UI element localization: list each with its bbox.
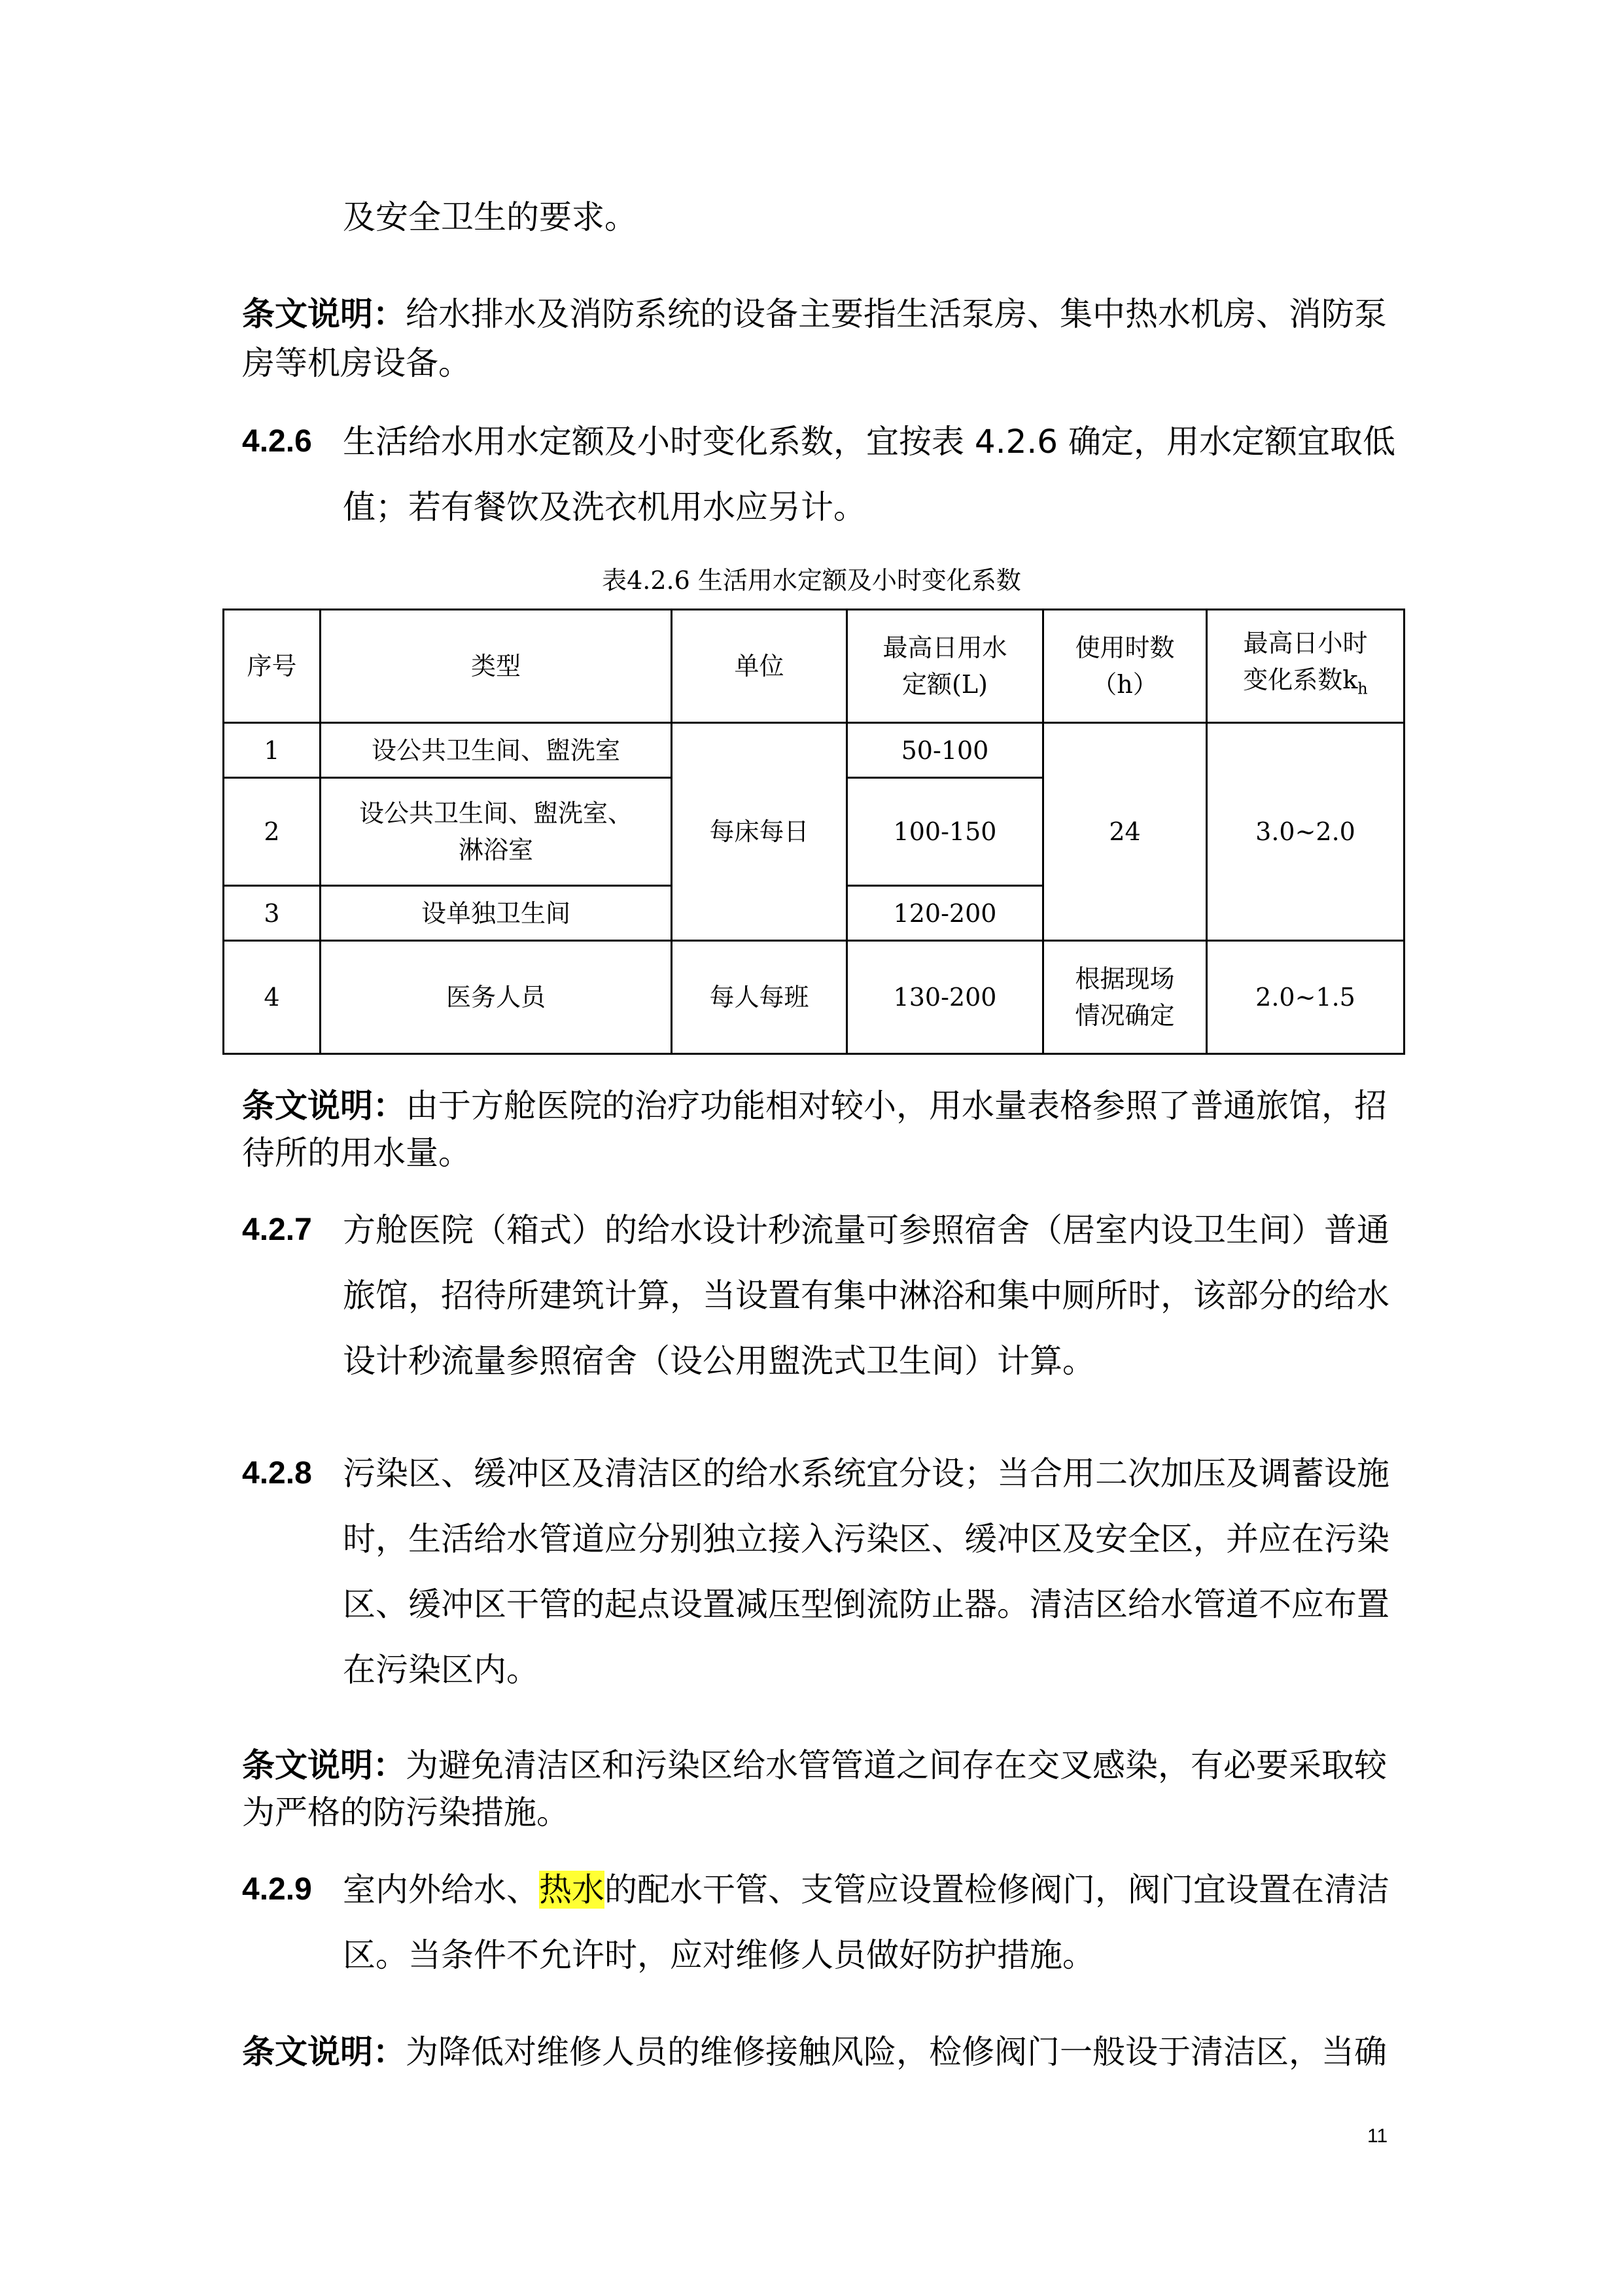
clause-4-2-8-line-1: 污染区、缓冲区及清洁区的给水系统宜分设；当合用二次加压及调蓄设施 [343,1455,1389,1492]
note-label: 条文说明： [242,295,406,333]
clause-4-2-6-line-1: 生活给水用水定额及小时变化系数，宜按表 4.2.6 确定，用水定额宜取低 [343,423,1396,461]
clause-4-2-8-line-4: 在污染区内。 [343,1651,539,1689]
clause-number-4-2-7: 4.2.7 [242,1212,312,1247]
table-header-row [224,610,1405,723]
table-row [224,723,1405,778]
header-quota: 最高日用水 定额(L) [847,610,1043,723]
note-clause-4-2-8-line-2: 为严格的防污染措施。 [242,1793,569,1831]
table-caption: 表4.2.6 生活用水定额及小时变化系数 [602,566,1021,595]
clause-4-2-9-line-1: 室内外给水、热水的配水干管、支管应设置检修阀门，阀门宜设置在清洁 [343,1871,1389,1909]
clause-4-2-8-line-2: 时，生活给水管道应分别独立接入污染区、缓冲区及安全区，并应在污染 [343,1520,1389,1558]
cell-type: 设单独卫生间 [321,886,672,941]
clause-4-2-7-line-3: 设计秒流量参照宿舍（设公用盥洗式卫生间）计算。 [343,1342,1095,1380]
clause-4-2-7-line-2: 旅馆，招待所建筑计算，当设置有集中淋浴和集中厕所时，该部分的给水 [343,1277,1389,1315]
note-label: 条文说明： [242,1087,406,1125]
note-clause-4-2-5-line-1: 条文说明：给水排水及消防系统的设备主要指生活泵房、集中热水机房、消防泵 [242,295,1387,333]
clause-4-2-8-line-3: 区、缓冲区干管的起点设置减压型倒流防止器。清洁区给水管道不应布置 [343,1585,1389,1623]
table-row [224,941,1405,1054]
clause-number-4-2-9: 4.2.9 [242,1872,312,1907]
cell-no: 1 [224,723,321,778]
note-label: 条文说明： [242,1746,406,1784]
continuation-line: 及安全卫生的要求。 [343,198,637,236]
header-hours: 使用时数 （h） [1043,610,1207,723]
clause-4-2-7-line-1: 方舱医院（箱式）的给水设计秒流量可参照宿舍（居室内设卫生间）普通 [343,1211,1389,1249]
note-clause-4-2-9-line-1: 条文说明：为降低对维修人员的维修接触风险，检修阀门一般设于清洁区，当确 [242,2033,1387,2071]
header-kh: 最高日小时 变化系数$k_h$ [1207,610,1405,723]
clause-number-4-2-8: 4.2.8 [242,1456,312,1491]
header-no: 序号 [224,610,321,723]
page-number: 11 [1367,2125,1388,2147]
cell-no: 4 [224,941,321,1054]
cell-hours: 根据现场 情况确定 [1043,941,1207,1054]
highlighted-text: 热水 [539,1871,604,1909]
cell-quota: 100-150 [847,778,1043,886]
clause-4-2-9-line-2: 区。当条件不允许时，应对维修人员做好防护措施。 [343,1936,1095,1974]
clause-number-4-2-6: 4.2.6 [242,424,312,459]
cell-kh: 2.0~1.5 [1207,941,1405,1054]
cell-type: 设公共卫生间、盥洗室 [321,723,672,778]
note-clause-4-2-8-line-1: 条文说明：为避免清洁区和污染区给水管管道之间存在交叉感染，有必要采取较 [242,1746,1387,1784]
water-quota-table [222,609,1405,1055]
cell-type: 设公共卫生间、盥洗室、 淋浴室 [321,778,672,886]
cell-quota: 130-200 [847,941,1043,1054]
clause-4-2-6-line-2: 值；若有餐饮及洗衣机用水应另计。 [343,488,866,526]
note-clause-4-2-6-line-2: 待所的用水量。 [242,1134,471,1172]
cell-unit: 每人每班 [672,941,847,1054]
cell-hours: 24 [1043,723,1207,941]
cell-quota: 120-200 [847,886,1043,941]
note-label: 条文说明： [242,2033,406,2071]
note-clause-4-2-5-line-2: 房等机房设备。 [242,344,471,382]
cell-type: 医务人员 [321,941,672,1054]
cell-quota: 50-100 [847,723,1043,778]
cell-unit: 每床每日 [672,723,847,941]
header-unit: 单位 [672,610,847,723]
cell-no: 3 [224,886,321,941]
cell-kh: 3.0~2.0 [1207,723,1405,941]
cell-no: 2 [224,778,321,886]
note-clause-4-2-6-line-1: 条文说明：由于方舱医院的治疗功能相对较小，用水量表格参照了普通旅馆，招 [242,1087,1387,1125]
header-type: 类型 [321,610,672,723]
